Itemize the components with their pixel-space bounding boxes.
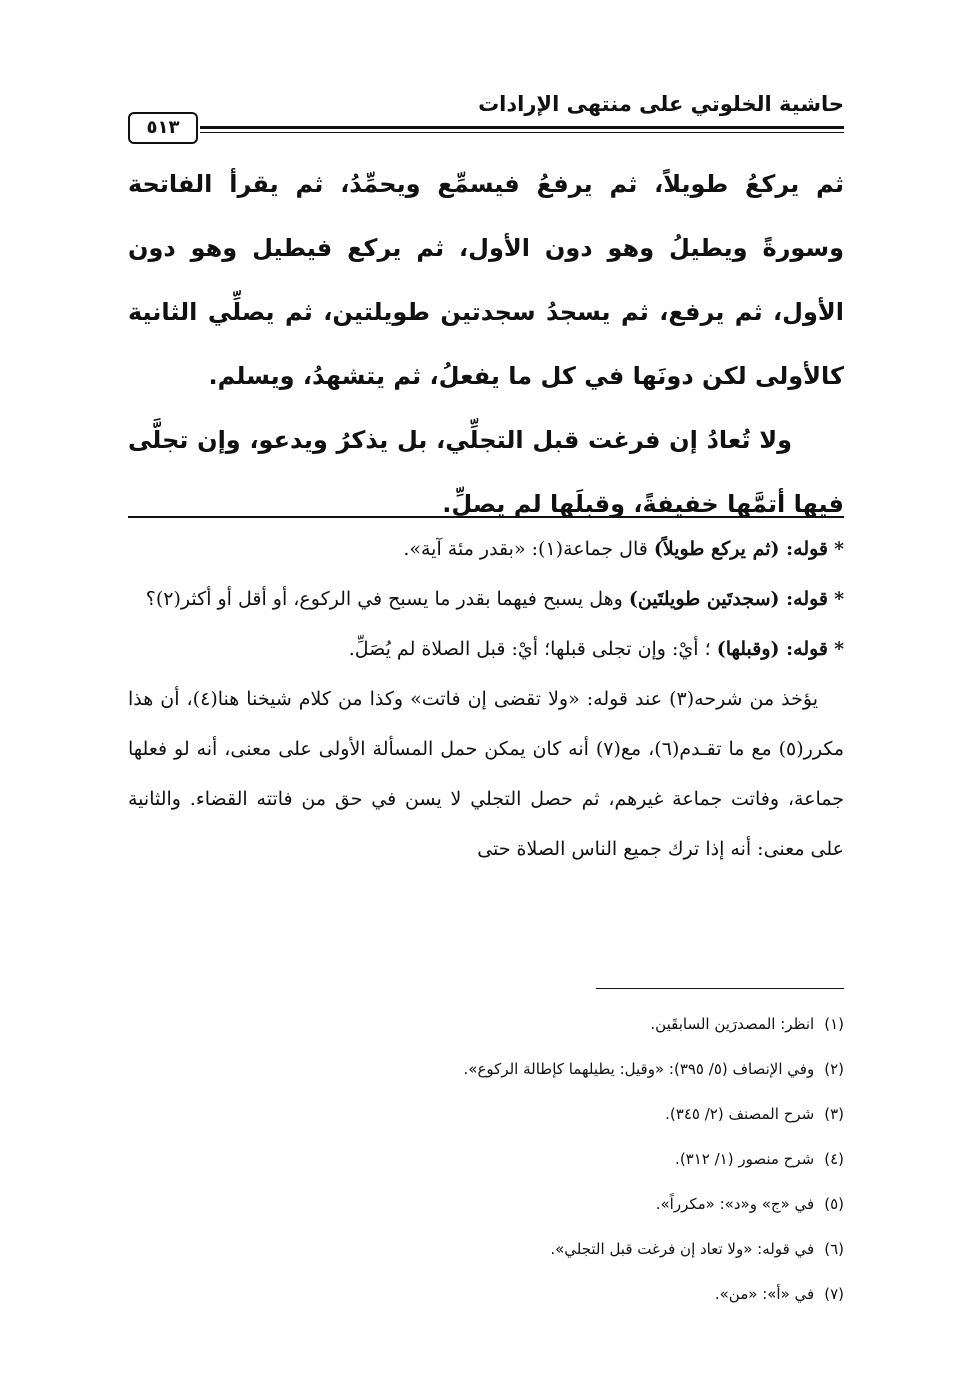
commentary-note-3 — [128, 624, 844, 674]
footnotes — [128, 1002, 844, 1317]
footnote-number: (١) — [824, 1015, 844, 1033]
star-marker: * — [834, 638, 844, 660]
commentary-note-2 — [128, 574, 844, 624]
note-lead: قوله: (ثم يركع طويلاً) — [653, 538, 829, 560]
header-rule — [200, 126, 844, 133]
footnote — [128, 1137, 844, 1182]
footnote-number: (٣) — [824, 1105, 844, 1123]
main-text-divider — [128, 516, 844, 518]
note-lead: قوله: (وقبلها) — [716, 638, 829, 660]
footnote-text: في «ج» و«د»: «مكرراً». — [655, 1195, 815, 1213]
note-body: قال جماعة(١): «بقدر مئة آية». — [403, 538, 648, 560]
main-paragraph-1: ثم يركعُ طويلاً، ثم يرفعُ فيسمِّع ويحمِّدُ، ثم يقرأ الفاتحة وسورةً ويطيلُ وهو دون الأول، ثم يركع فيطيل وهو دون الأول، ثم يرفع، ثم يسجدُ سجدتين طويلتين، ثم يصلِّي الثانية كالأولى لكن دونَها في كل ما يفعلُ، ثم يتشهدُ، ويسلم. — [128, 170, 844, 390]
footnote — [128, 1047, 844, 1092]
footnote-number: (٢) — [824, 1060, 844, 1078]
footnote-number: (٧) — [824, 1285, 844, 1303]
footnote-divider — [596, 988, 844, 989]
star-marker: * — [834, 538, 844, 560]
footnote — [128, 1092, 844, 1137]
footnote-number: (٤) — [824, 1150, 844, 1168]
footnote-text: في «أ»: «من». — [714, 1285, 815, 1303]
commentary — [128, 524, 844, 874]
note-lead: قوله: (سجدتَين طويلتَين) — [628, 588, 829, 610]
main-text — [128, 152, 844, 536]
footnote — [128, 1227, 844, 1272]
page-number: ٥١٣ — [128, 112, 198, 144]
commentary-note-1 — [128, 524, 844, 574]
footnote-text: شرح منصور (١/ ٣١٢). — [675, 1150, 815, 1168]
commentary-paragraph: يؤخذ من شرحه(٣) عند قوله: «ولا تقضى إن فاتت» وكذا من كلام شيخنا هنا(٤)، أن هذا مكرر(٥) مع ما تقـدم(٦)، مع(٧) أنه كان يمكن حمل المسألة الأولى على معنى، أنه لو فعلها جماعة، وفاتت جماعة غيرهم، ثم حصل التجلي لا يسن في حق من فاتته القضاء. والثانية على معنى: أنه إذا ترك جميع الناس الصلاة حتى — [128, 688, 845, 860]
footnote-text: في قوله: «ولا تعاد إن فرغت قبل التجلي». — [550, 1240, 815, 1258]
main-paragraph-2: ولا تُعادُ إن فرغت قبل التجلِّي، بل يذكرُ ويدعو، وإن تجلَّى فيها أتمَّها خفيفةً، وقبلَها لم يصلِّ. — [128, 426, 844, 518]
book-title: حاشية الخلوتي على منتهى الإرادات — [478, 92, 844, 116]
footnote — [128, 1002, 844, 1047]
page-header — [128, 92, 844, 140]
footnote — [128, 1272, 844, 1317]
footnote-text: وفي الإنصاف (٥/ ٣٩٥): «وقيل: يطيلهما كإطالة الركوع». — [463, 1060, 815, 1078]
footnote-number: (٥) — [824, 1195, 844, 1213]
star-marker: * — [834, 588, 844, 610]
footnote — [128, 1182, 844, 1227]
note-body: وهل يسبح فيهما بقدر ما يسبح في الركوع، أو أقل أو أكثر(٢)؟ — [145, 588, 623, 610]
footnote-text: شرح المصنف (٢/ ٣٤٥). — [665, 1105, 815, 1123]
footnote-text: انظر: المصدرَين السابقَين. — [650, 1015, 815, 1033]
note-body: ؛ أيْ: وإن تجلى قبلها؛ أيْ: قبل الصلاة لم يُصَلِّ. — [348, 638, 711, 660]
footnote-number: (٦) — [824, 1240, 844, 1258]
